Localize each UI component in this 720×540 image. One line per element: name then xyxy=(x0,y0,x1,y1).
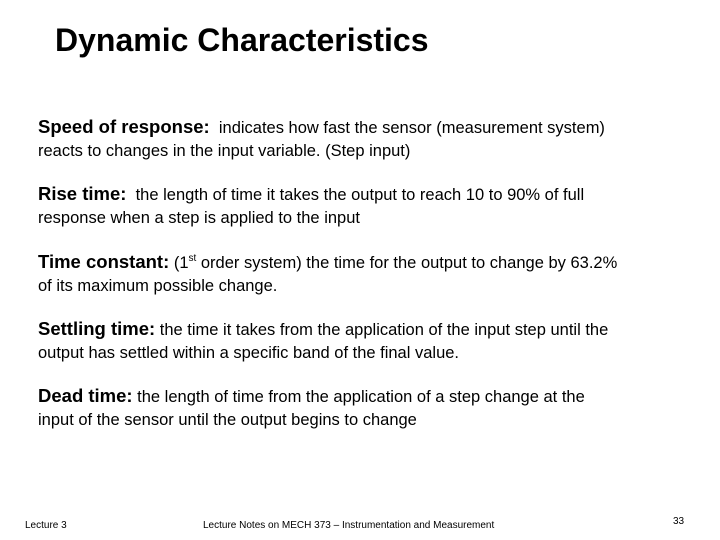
definition-line-1 xyxy=(38,114,698,140)
definition-line-1 xyxy=(38,316,698,342)
definition-rise-time xyxy=(38,181,698,229)
definition-text-post: order system) the time for the output to change by 63.2% xyxy=(196,254,618,272)
definition-text-pre: (1 xyxy=(169,254,189,272)
definition-text: the length of time it takes the output to reach 10 to 90% of full xyxy=(126,186,585,204)
definition-term: Speed of response: xyxy=(38,116,210,137)
definition-time-constant xyxy=(38,249,698,297)
definition-speed-of-response xyxy=(38,114,698,162)
definition-text: the time it takes from the application of the input step until the xyxy=(155,321,609,339)
footer-lecture-label: Lecture 3 xyxy=(25,520,67,531)
definition-text: indicates how fast the sensor (measurement system) xyxy=(209,119,605,137)
definition-term: Dead time: xyxy=(38,385,133,406)
definition-term: Time constant: xyxy=(38,251,170,272)
slide-title: Dynamic Characteristics xyxy=(55,22,429,58)
definition-term: Settling time: xyxy=(38,318,156,339)
definition-line-2: output has settled within a specific band of the final value. xyxy=(38,344,460,362)
superscript: st xyxy=(188,253,197,264)
definition-line-1 xyxy=(38,383,698,409)
definition-line-2: input of the sensor until the output begins to change xyxy=(38,411,417,429)
definition-line-2: reacts to changes in the input variable. (Step input) xyxy=(38,142,411,160)
definition-line-1 xyxy=(38,181,698,207)
definition-dead-time xyxy=(38,383,698,431)
page-number: 33 xyxy=(673,516,685,527)
footer-course-title: Lecture Notes on MECH 373 – Instrumentation and Measurement xyxy=(203,520,495,531)
definition-line-2: response when a step is applied to the input xyxy=(38,209,360,227)
definition-line-1 xyxy=(38,249,698,275)
definition-text: the length of time from the application of a step change at the xyxy=(132,388,585,406)
definition-settling-time xyxy=(38,316,698,364)
definition-term: Rise time: xyxy=(38,183,127,204)
definition-line-2: of its maximum possible change. xyxy=(38,277,278,295)
